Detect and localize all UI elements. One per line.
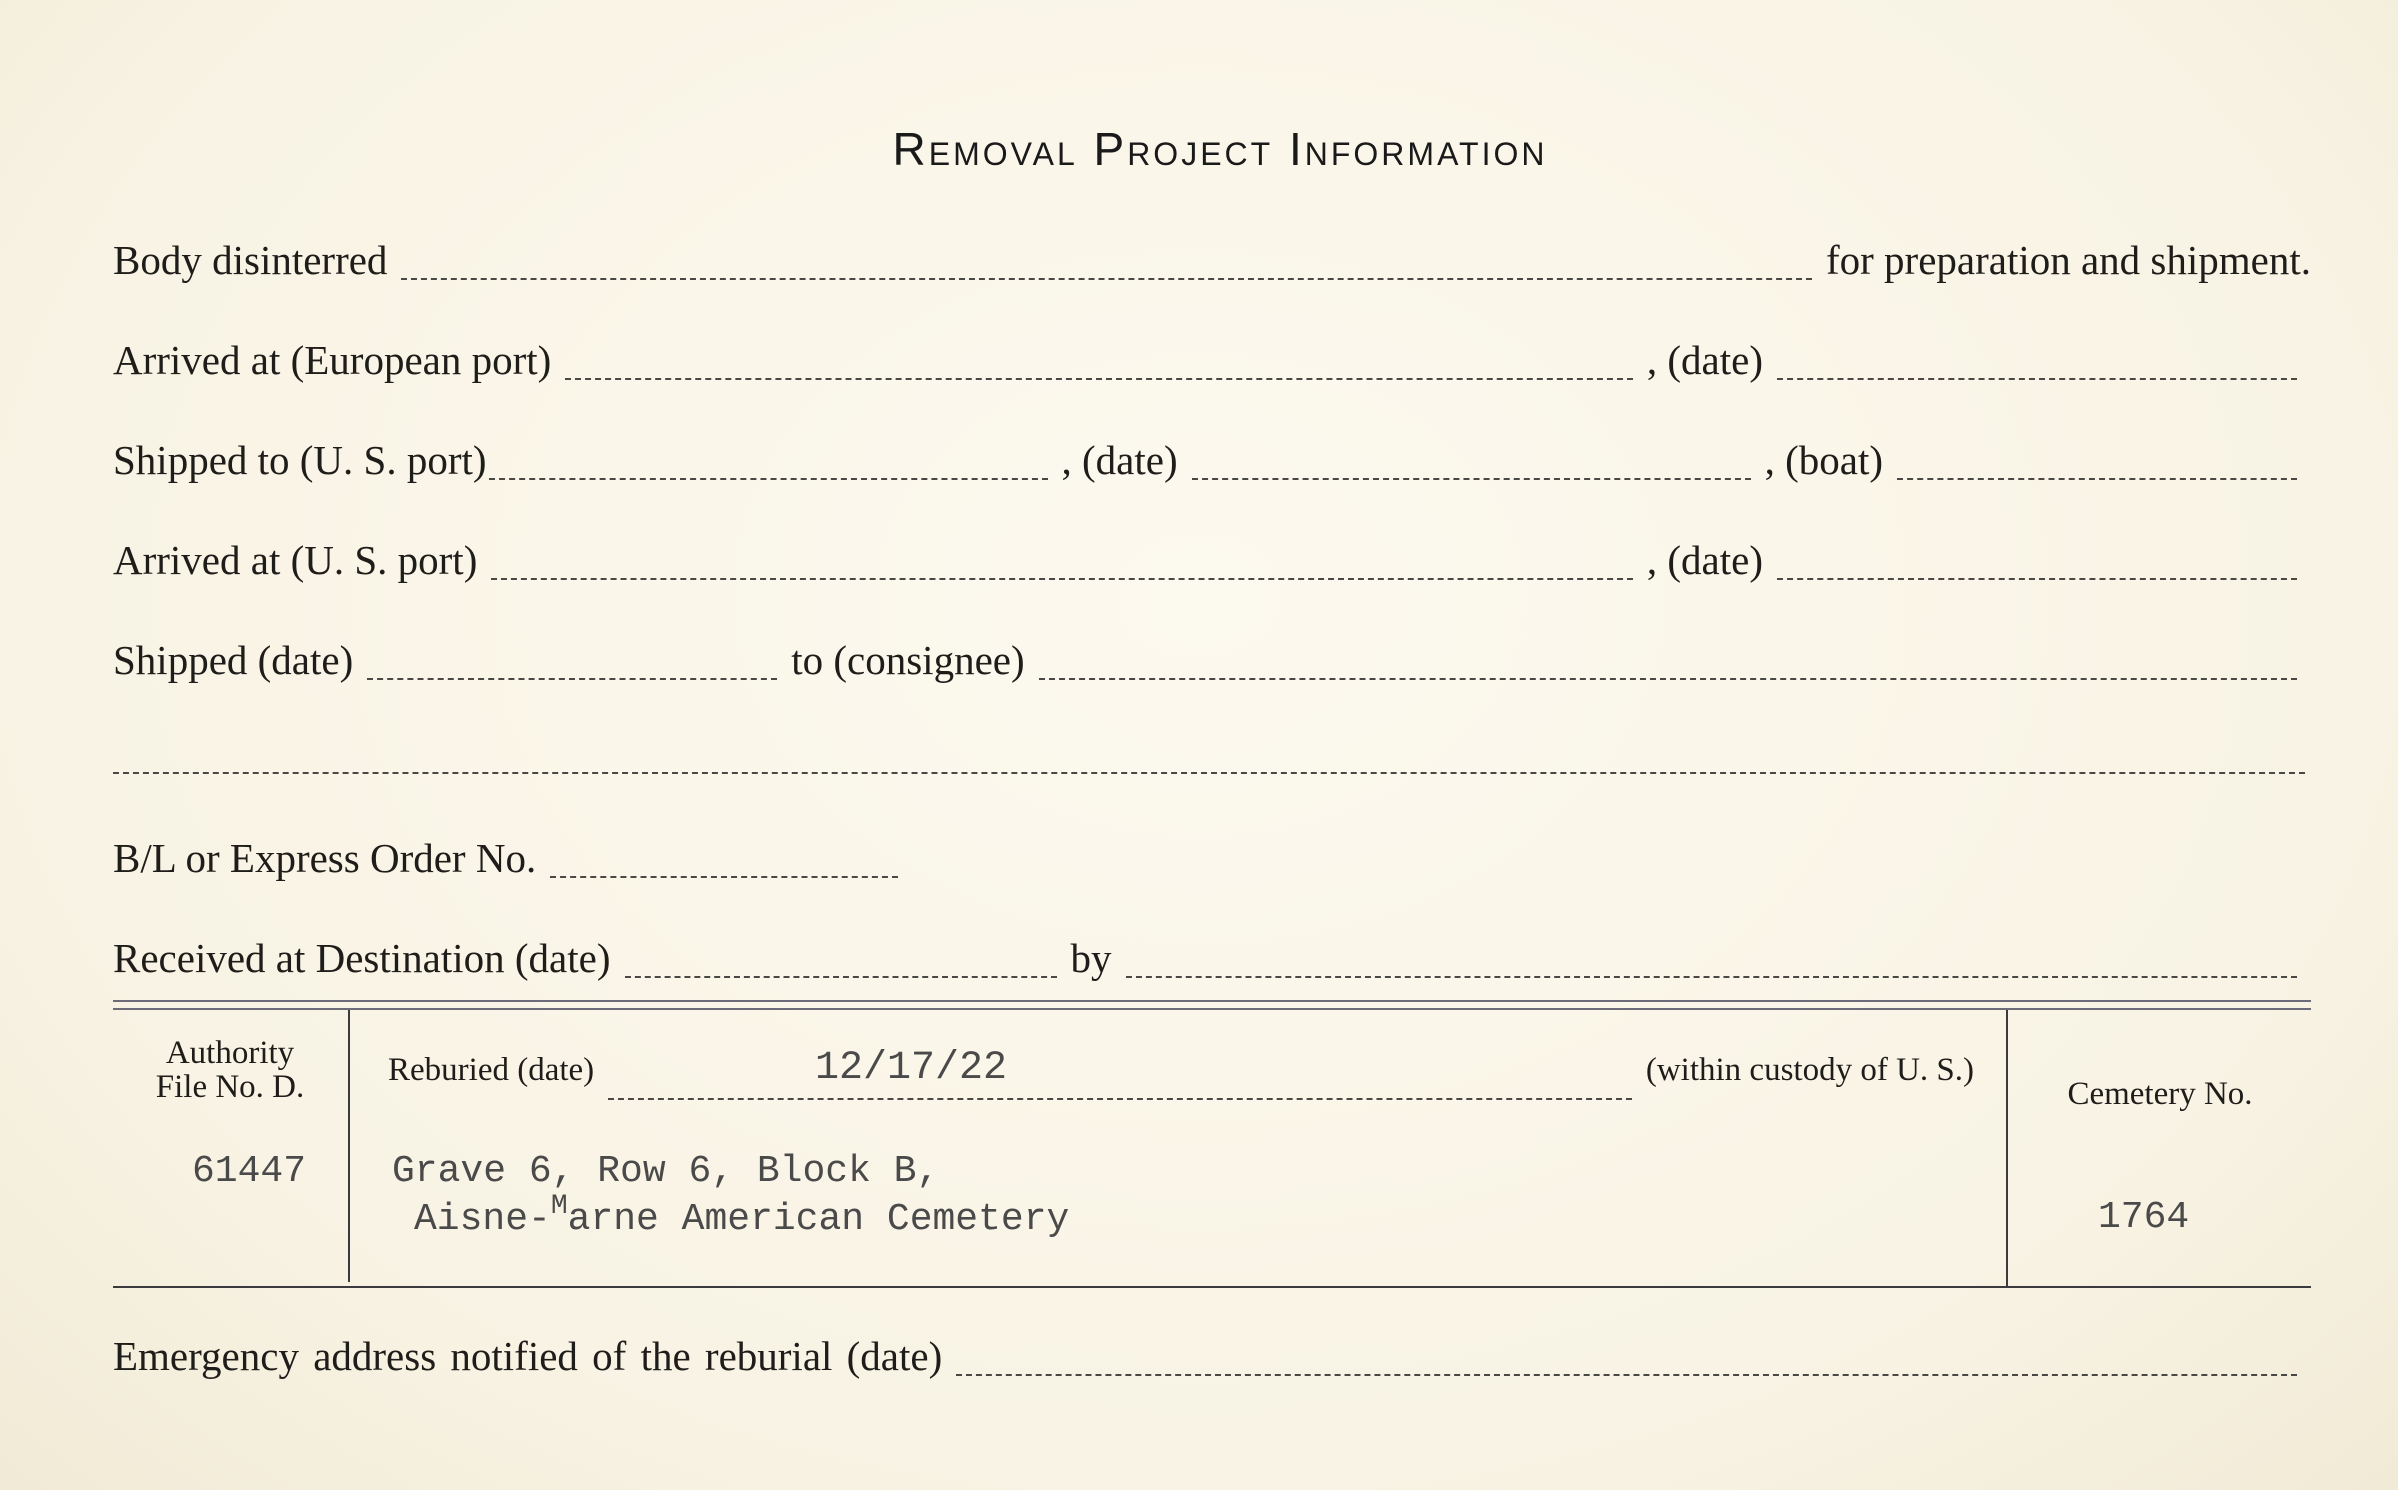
cemetery-label: Cemetery No. <box>2067 1076 2253 1112</box>
bl-order-label: B/L or Express Order No. <box>113 835 537 881</box>
grave-line2-superscript: M <box>550 1191 568 1222</box>
grave-location-line1: Grave 6, Row 6, Block B, <box>392 1150 940 1193</box>
row-shipped-to <box>113 436 2311 496</box>
boat-field[interactable] <box>1897 478 2297 480</box>
row-received <box>113 934 2311 994</box>
european-port-field[interactable] <box>565 378 1633 380</box>
body-disinterred-field[interactable] <box>401 278 1812 280</box>
european-port-label: Arrived at (European port) <box>113 337 552 383</box>
shipped-date-label: , (date) <box>1061 437 1178 483</box>
us-port-label: Arrived at (U. S. port) <box>113 537 478 583</box>
shipped-date-field[interactable] <box>367 678 777 680</box>
consignee-continuation-field[interactable] <box>113 772 2305 774</box>
authority-label-line1: Authority <box>165 1035 295 1071</box>
table-divider-left <box>348 1010 350 1282</box>
bl-order-field[interactable] <box>550 876 898 878</box>
row-emergency <box>113 1332 2311 1392</box>
row-arrived-us <box>113 536 2311 596</box>
reburied-label: Reburied (date) <box>388 1052 595 1088</box>
grave-location-line2 <box>414 1191 1070 1241</box>
received-date-field[interactable] <box>625 976 1057 978</box>
table-top-rule <box>113 1000 2311 1010</box>
reburied-date-field[interactable] <box>608 1098 1632 1100</box>
row-shipped-consignee <box>113 636 2311 696</box>
us-date-field[interactable] <box>1777 578 2297 580</box>
row-arrived-european <box>113 336 2311 396</box>
authority-file-number: 61447 <box>192 1150 307 1193</box>
us-date-label: , (date) <box>1646 537 1763 583</box>
table-bottom-rule <box>113 1286 2311 1288</box>
shipment-suffix-label: for preparation and shipment. <box>1825 237 2311 283</box>
european-date-field[interactable] <box>1777 378 2297 380</box>
us-port-field[interactable] <box>491 578 1633 580</box>
body-disinterred-label: Body disinterred <box>113 237 388 283</box>
emergency-date-field[interactable] <box>956 1374 2297 1376</box>
boat-label: , (boat) <box>1764 437 1884 483</box>
row-body-disinterred <box>113 236 2311 296</box>
grave-line2-part-a: Aisne- <box>414 1198 551 1241</box>
consignee-field[interactable] <box>1039 678 2297 680</box>
cemetery-number: 1764 <box>2098 1196 2190 1239</box>
authority-label <box>113 1036 347 1104</box>
reburied-date-value: 12/17/22 <box>815 1046 1008 1091</box>
row-reburied <box>388 1052 1974 1112</box>
received-label: Received at Destination (date) <box>113 935 611 981</box>
card-title: Removal Project Information <box>892 123 1548 175</box>
custody-label: (within custody of U. S.) <box>1645 1052 1974 1088</box>
row-bl-order <box>113 834 2311 894</box>
european-date-label: , (date) <box>1646 337 1763 383</box>
consignee-label: to (consignee) <box>791 637 1025 683</box>
shipped-to-date-field[interactable] <box>1192 478 1751 480</box>
table-divider-right <box>2006 1010 2008 1286</box>
emergency-label: Emergency address notified of the reburial (date) <box>113 1333 943 1379</box>
authority-label-line2: File No. D. <box>155 1069 305 1105</box>
received-by-field[interactable] <box>1126 976 2298 978</box>
received-by-label: by <box>1070 935 1112 981</box>
shipped-date-only-label: Shipped (date) <box>113 637 354 683</box>
grave-line2-part-b: arne American Cemetery <box>567 1198 1070 1241</box>
shipped-us-port-field[interactable] <box>489 478 1048 480</box>
shipped-us-port-label: Shipped to (U. S. port) <box>113 437 487 483</box>
